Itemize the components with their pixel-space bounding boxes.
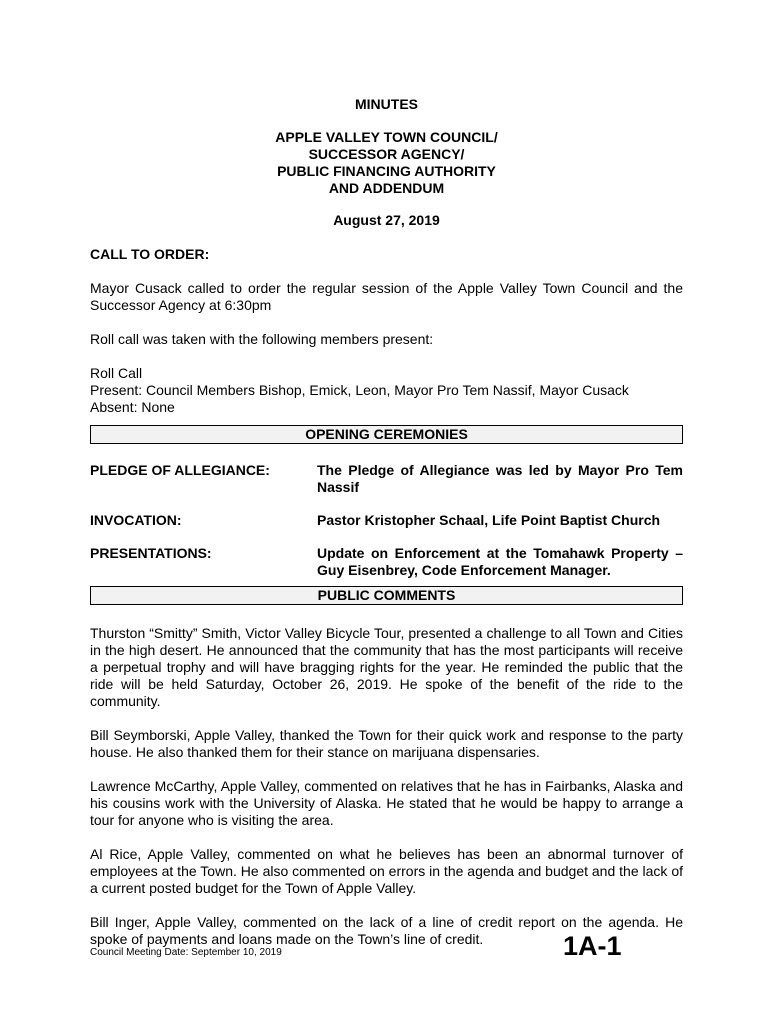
public-comments-header: PUBLIC COMMENTS [90, 586, 683, 605]
public-comment-paragraph: Bill Inger, Apple Valley, commented on the lack of a line of credit report on the agenda. He spoke of payments and loans made on the Town’s line of credit. [90, 914, 683, 947]
agenda-value: Update on Enforcement at the Tomahawk Property – Guy Eisenbrey, Code Enforcement Manager. [317, 545, 683, 578]
roll-call-intro: Roll call was taken with the following members present: [90, 331, 434, 347]
agency-line: SUCCESSOR AGENCY/ [308, 146, 465, 162]
agenda-value: The Pledge of Allegiance was led by Mayor Pro Tem Nassif [317, 462, 683, 495]
meeting-date: August 27, 2019 [333, 212, 440, 228]
agenda-row-pledge [90, 462, 683, 496]
public-comment-paragraph: Bill Seymborski, Apple Valley, thanked the Town for their quick work and response to the party house. He also thanked them for their stance on marijuana dispensaries. [90, 727, 683, 760]
agenda-label: INVOCATION: [90, 512, 182, 528]
minutes-document [90, 96, 683, 948]
public-comment-paragraph: Al Rice, Apple Valley, commented on what he believes has been an abnormal turnover of employees at the Town. He also commented on errors in the agenda and budget and the lack of a current posted budget for the Town of Apple Valley. [90, 846, 683, 896]
footer-meeting-date: Council Meeting Date: September 10, 2019 [90, 947, 282, 958]
public-comment-paragraph: Thurston “Smitty” Smith, Victor Valley Bicycle Tour, presented a challenge to all Town and Cities in the high desert. He announced that the community that has the most participants will receive a perpetual trophy and will have bragging rights for the year. He reminded the public that the ride will be held Saturday, October 26, 2019. He spoke of the benefit of the ride to the community. [90, 625, 683, 709]
public-comment-paragraph: Lawrence McCarthy, Apple Valley, commented on relatives that he has in Fairbanks, Alaska and his cousins work with the University of Alaska. He stated that he would be happy to arrange a tour for anyone who is visiting the area. [90, 778, 683, 828]
call-to-order-heading: CALL TO ORDER: [90, 246, 210, 262]
roll-call-absent: Absent: None [90, 399, 175, 415]
agency-line: PUBLIC FINANCING AUTHORITY [277, 163, 496, 179]
opening-ceremonies-header: OPENING CEREMONIES [90, 425, 683, 444]
agenda-value: Pastor Kristopher Schaal, Life Point Baptist Church [317, 512, 661, 528]
roll-call-label: Roll Call [90, 365, 143, 381]
roll-call-block [90, 365, 683, 416]
agenda-row-invocation [90, 512, 683, 529]
agency-line: AND ADDENDUM [328, 180, 445, 196]
roll-call-present: Present: Council Members Bishop, Emick, Leon, Mayor Pro Tem Nassif, Mayor Cusack [90, 382, 629, 398]
call-to-order-paragraph: Mayor Cusack called to order the regular session of the Apple Valley Town Council and the Successor Agency at 6:30pm [90, 280, 683, 313]
agenda-row-presentations [90, 545, 683, 579]
agency-names [90, 129, 683, 197]
document-title: MINUTES [355, 96, 418, 112]
agenda-label: PLEDGE OF ALLEGIANCE: [90, 462, 270, 478]
page-code: 1A-1 [563, 931, 622, 961]
agency-line: APPLE VALLEY TOWN COUNCIL/ [275, 129, 498, 145]
agenda-label: PRESENTATIONS: [90, 545, 212, 561]
